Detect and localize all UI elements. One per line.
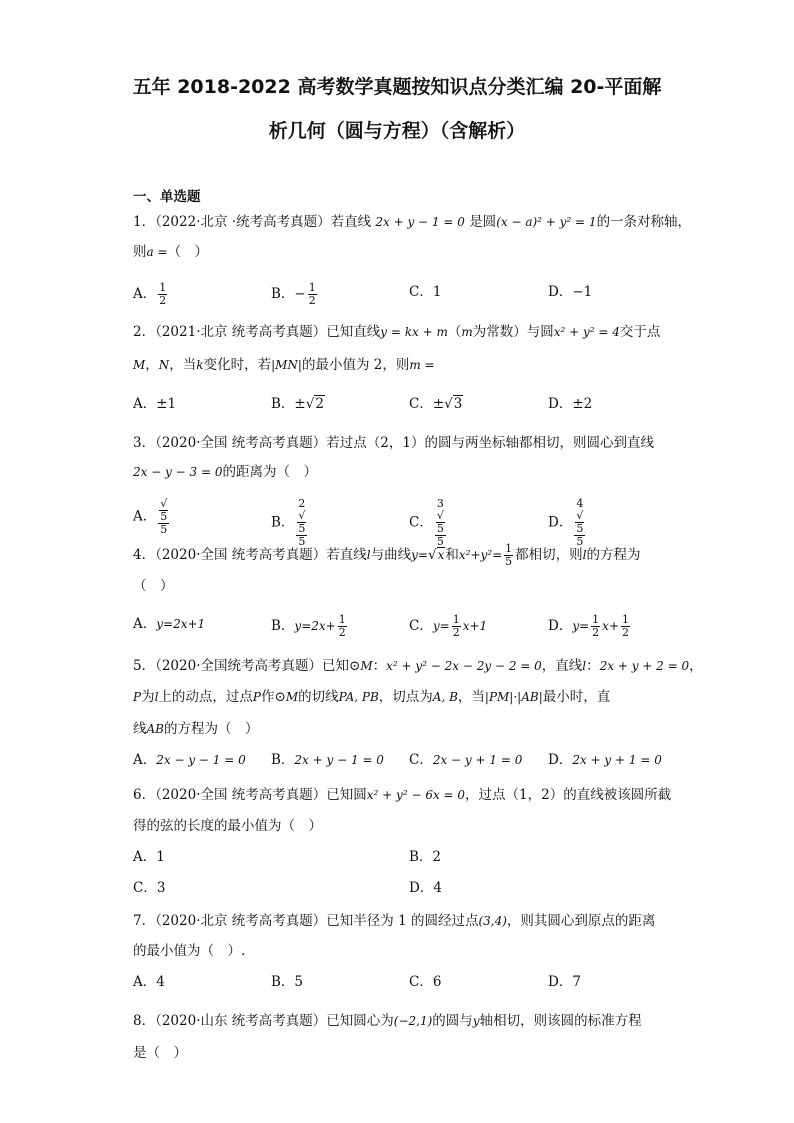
question-6-stem-line-1: 6．（2020·全国 统考高考真题）已知圆x² + y² − 6x = 0，过点（1，2）的直线被该圆所截	[133, 787, 672, 803]
question-4-stem-line-1: 4．（2020·全国 统考高考真题）若直线l与曲线y=√x和x²+y²= $\frac{1}{5}$ 都相切，则l的方程为	[133, 542, 641, 568]
question-2-stem-line-1: 2．（2021·北京 统考高考真题）已知直线y = kx + m（m为常数）与圆x² + y² = 4交于点	[133, 324, 661, 340]
question-7-option-b[interactable]: B．5	[271, 974, 304, 990]
question-1-option-d[interactable]: D．−1	[548, 284, 593, 300]
question-4-option-c[interactable]: C．y= $\frac{1}{2}$ x+1	[409, 613, 488, 639]
question-2-option-d[interactable]: D．±2	[548, 396, 593, 412]
question-3-stem-line-2: 2x − y − 3 = 0的距离为（ ）	[133, 464, 318, 480]
question-4-option-a[interactable]: A．y=2x+1	[133, 616, 206, 632]
question-8-stem-line-2: 是（ ）	[133, 1045, 187, 1061]
question-1-option-a[interactable]: A． $\frac{1}{2}$	[133, 281, 167, 307]
question-1-option-c[interactable]: C．1	[409, 284, 442, 300]
question-7-stem-line-1: 7．（2020·北京 统考高考真题）已知半径为 1 的圆经过点(3,4)，则其圆心到原点的距离	[133, 913, 656, 929]
question-7-option-c[interactable]: C．6	[409, 974, 442, 990]
question-4-option-d[interactable]: D．y= $\frac{1}{2}$ x+ $\frac{1}{2}$	[548, 613, 629, 639]
question-3-option-a[interactable]: A． √ 5 5	[133, 497, 168, 536]
document-title-line-2: 析几何（圆与方程）（含解析）	[268, 120, 526, 142]
fraction: $\frac{1}{2}$	[159, 281, 167, 307]
question-7-stem-line-2: 的最小值为（ ）.	[133, 943, 246, 959]
question-7-option-a[interactable]: A．4	[133, 974, 165, 990]
question-6-option-b[interactable]: B．2	[409, 849, 442, 865]
question-5-stem-line-1: 5．（2020·全国统考高考真题）已知⊙M：x² + y² − 2x − 2y − 2 = 0，直线l：2x + y + 2 = 0，	[133, 658, 703, 674]
question-4-option-b[interactable]: B．y=2x+ $\frac{1}{2}$	[271, 613, 346, 639]
question-2-stem-line-2: M，N，当k变化时，若|MN|的最小值为 2，则m =	[133, 357, 435, 373]
question-3-option-b[interactable]: B． 2 √ 5 5	[271, 497, 306, 548]
question-3-option-c[interactable]: C． 3 √ 5 5	[409, 497, 444, 548]
question-5-stem-line-2: P为l上的动点，过点P作⊙M的切线PA, PB，切点为A, B，当|PM|·|AB|最小时，直	[133, 689, 611, 705]
fraction: $\frac{1}{2}$	[308, 281, 316, 307]
question-6-option-c[interactable]: C．3	[133, 880, 166, 896]
question-1-stem-line-1: 1．（2022·北京 ·统考高考真题）若直线 2x + y − 1 = 0 是圆(x − a)² + y² = 1的一条对称轴，	[133, 214, 692, 230]
question-3-stem-line-1: 3．（2020·全国 统考高考真题）若过点（2，1）的圆与两坐标轴都相切，则圆心到直线	[133, 435, 654, 451]
document-title-line-1: 五年 2018-2022 高考数学真题按知识点分类汇编 20-平面解	[132, 76, 662, 98]
question-1-option-b[interactable]: B．− $\frac{1}{2}$	[271, 281, 316, 307]
question-7-option-d[interactable]: D．7	[548, 974, 581, 990]
question-2-option-b[interactable]: B．±√2	[271, 396, 324, 412]
section-heading: 一、单选题	[133, 189, 201, 205]
question-6-stem-line-2: 得的弦的长度的最小值为（ ）	[133, 818, 322, 834]
question-5-option-d[interactable]: D．2x + y + 1 = 0	[548, 752, 662, 768]
question-1-stem-line-2: 则a =（ ）	[133, 244, 209, 260]
question-2-option-a[interactable]: A．±1	[133, 396, 177, 412]
question-3-option-d[interactable]: D． 4 √ 5 5	[548, 497, 584, 548]
question-5-option-a[interactable]: A．2x − y − 1 = 0	[133, 752, 246, 768]
question-5-option-b[interactable]: B．2x + y − 1 = 0	[271, 752, 384, 768]
question-5-option-c[interactable]: C．2x − y + 1 = 0	[409, 752, 523, 768]
question-6-option-d[interactable]: D．4	[409, 880, 442, 896]
question-4-stem-line-2: （ ）	[133, 578, 174, 594]
question-5-stem-line-3: 线AB的方程为（ ）	[133, 721, 259, 737]
question-8-stem-line-1: 8．（2020·山东 统考高考真题）已知圆心为(−2,1)的圆与y轴相切，则该圆的标准方程	[133, 1013, 642, 1029]
question-2-option-c[interactable]: C．±√3	[409, 396, 463, 412]
question-6-option-a[interactable]: A．1	[133, 849, 165, 865]
